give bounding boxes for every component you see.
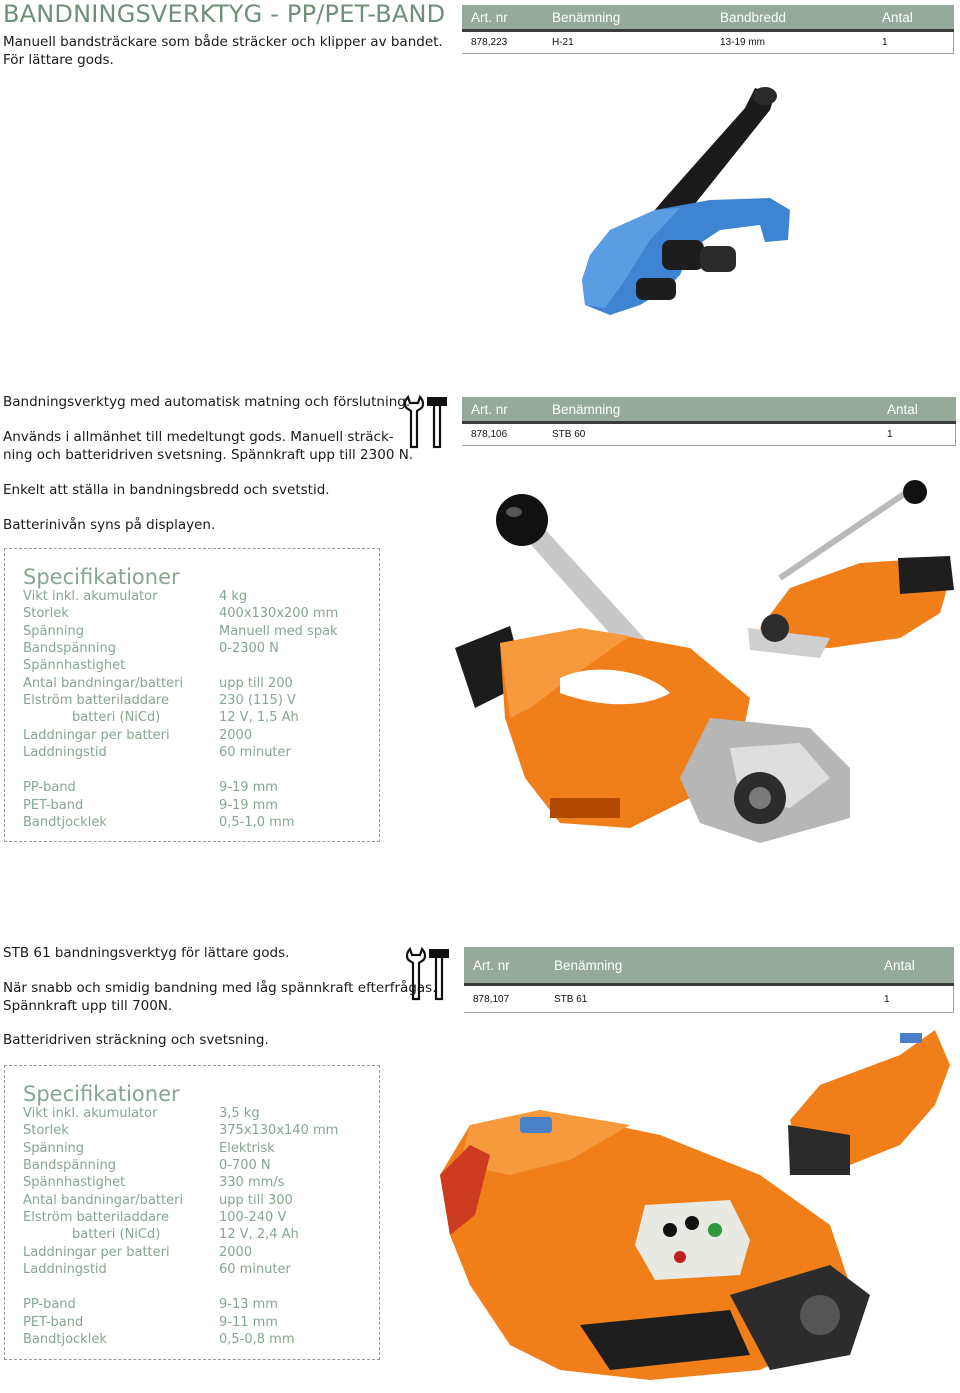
cell-bandbredd: 13-19 mm — [711, 31, 873, 54]
spec-value: 12 V, 2,4 Ah — [219, 1227, 299, 1242]
section1-line-2: För lättare gods. — [3, 52, 114, 68]
section2-product-table — [462, 397, 956, 446]
spec-label: Laddningar per batteri — [23, 1245, 170, 1260]
spec-value: 4 kg — [219, 589, 248, 604]
spec-label: Elström batteriladdare — [23, 1210, 169, 1225]
table-row — [464, 985, 954, 1013]
section2-paragraph-3: ning och batteridriven svetsning. Spännkraft upp till 2300 N. — [3, 447, 414, 463]
spec-value: upp till 300 — [219, 1193, 293, 1208]
spec-value: 0,5-1,0 mm — [219, 815, 295, 830]
spec-value: 330 mm/s — [219, 1175, 285, 1190]
spec-value: 0,5-0,8 mm — [219, 1332, 295, 1347]
col-benamning: Benämning — [545, 947, 875, 985]
spec-value: 375x130x140 mm — [219, 1123, 339, 1138]
section1-description — [3, 33, 443, 69]
cell-antal: 1 — [878, 423, 956, 446]
section3-paragraph-1: STB 61 bandningsverktyg för lättare gods. — [3, 945, 290, 961]
spec-label: PET-band — [23, 798, 84, 813]
spec-label: Bandspänning — [23, 1158, 116, 1173]
col-bandbredd: Bandbredd — [711, 5, 873, 31]
spec-label: PP-band — [23, 780, 76, 795]
spec-label: batteri (NiCd) — [72, 1227, 161, 1242]
table-header-row — [462, 397, 956, 423]
cell-art-nr: 878,223 — [462, 31, 543, 54]
col-antal: Antal — [875, 947, 954, 985]
spec-label: Bandtjocklek — [23, 815, 107, 830]
spec-box-stb60 — [4, 548, 380, 842]
col-benamning: Benämning — [543, 397, 878, 423]
spec-label: Spännhastighet — [23, 1175, 126, 1190]
section3-paragraph-4: Batteridriven sträckning och svetsning. — [3, 1032, 269, 1048]
stb60-tool-photo — [430, 478, 960, 858]
spec-box-stb61 — [4, 1065, 380, 1360]
section1-line-1: Manuell bandsträckare som både sträcker och klipper av bandet. — [3, 34, 443, 50]
col-antal: Antal — [873, 5, 954, 31]
spec-value: upp till 200 — [219, 676, 293, 691]
spec-label: Laddningar per batteri — [23, 728, 170, 743]
spec-label: Laddningstid — [23, 745, 107, 760]
table-row — [462, 423, 956, 446]
spec-label: Antal bandningar/batteri — [23, 1193, 184, 1208]
wrench-hammer-icon — [402, 395, 452, 451]
section3-product-table — [464, 947, 954, 1013]
cell-benamning: STB 61 — [545, 985, 875, 1013]
table-header-row — [462, 5, 954, 31]
spec-label: Spänning — [23, 1141, 85, 1156]
manual-tensioner-photo — [570, 80, 800, 330]
spec-value: 9-11 mm — [219, 1315, 278, 1330]
wrench-hammer-icon — [404, 947, 454, 1003]
spec-value: 2000 — [219, 728, 253, 743]
spec-label: Antal bandningar/batteri — [23, 676, 184, 691]
table-row — [462, 31, 954, 54]
spec-label: Storlek — [23, 606, 69, 621]
spec-value: 9-19 mm — [219, 798, 278, 813]
col-art-nr: Art. nr — [462, 397, 543, 423]
spec-label: Vikt inkl. akumulator — [23, 1106, 158, 1121]
cell-antal: 1 — [875, 985, 954, 1013]
spec-value: Elektrisk — [219, 1141, 275, 1156]
spec-value: 0-2300 N — [219, 641, 279, 656]
spec-value: 400x130x200 mm — [219, 606, 339, 621]
spec-value: 9-13 mm — [219, 1297, 278, 1312]
spec-label: Spänning — [23, 624, 85, 639]
spec-value: 2000 — [219, 1245, 253, 1260]
spec-value: Manuell med spak — [219, 624, 338, 639]
spec-value: 60 minuter — [219, 745, 291, 760]
col-art-nr: Art. nr — [462, 5, 543, 31]
section2-paragraph-4: Enkelt att ställa in bandningsbredd och svetstid. — [3, 482, 330, 498]
section2-paragraph-2: Används i allmänhet till medeltungt gods. Manuell sträck- — [3, 429, 394, 445]
spec-label: batteri (NiCd) — [72, 710, 161, 725]
cell-antal: 1 — [873, 31, 954, 54]
stb61-tool-photo — [430, 1025, 955, 1385]
spec-value: 100-240 V — [219, 1210, 287, 1225]
spec-label: Bandtjocklek — [23, 1332, 107, 1347]
section1-product-table — [462, 5, 954, 54]
spec-value: 3,5 kg — [219, 1106, 260, 1121]
spec-label: Laddningstid — [23, 1262, 107, 1277]
spec-title: Specifikationer — [23, 1082, 180, 1106]
table-header-row — [464, 947, 954, 985]
cell-benamning: STB 60 — [543, 423, 878, 446]
page-title: BANDNINGSVERKTYG - PP/PET-BAND — [3, 0, 446, 28]
cell-art-nr: 878,107 — [464, 985, 545, 1013]
section2-paragraph-5: Batterinivån syns på displayen. — [3, 517, 216, 533]
spec-value: 12 V, 1,5 Ah — [219, 710, 299, 725]
section3-paragraph-3: Spännkraft upp till 700N. — [3, 998, 173, 1014]
col-art-nr: Art. nr — [464, 947, 545, 985]
spec-label: PET-band — [23, 1315, 84, 1330]
col-benamning: Benämning — [543, 5, 711, 31]
spec-title: Specifikationer — [23, 565, 180, 589]
spec-label: Spännhastighet — [23, 658, 126, 673]
spec-label: Bandspänning — [23, 641, 116, 656]
spec-label: PP-band — [23, 1297, 76, 1312]
spec-value: 9-19 mm — [219, 780, 278, 795]
section3-paragraph-2: När snabb och smidig bandning med låg spännkraft efterfrågas. — [3, 980, 437, 996]
spec-value: 60 minuter — [219, 1262, 291, 1277]
cell-benamning: H-21 — [543, 31, 711, 54]
spec-label: Vikt inkl. akumulator — [23, 589, 158, 604]
section2-paragraph-1: Bandningsverktyg med automatisk matning och förslutning. — [3, 394, 411, 410]
cell-art-nr: 878,106 — [462, 423, 543, 446]
spec-value: 230 (115) V — [219, 693, 296, 708]
spec-value: 0-700 N — [219, 1158, 271, 1173]
spec-label: Elström batteriladdare — [23, 693, 169, 708]
spec-label: Storlek — [23, 1123, 69, 1138]
col-antal: Antal — [878, 397, 956, 423]
